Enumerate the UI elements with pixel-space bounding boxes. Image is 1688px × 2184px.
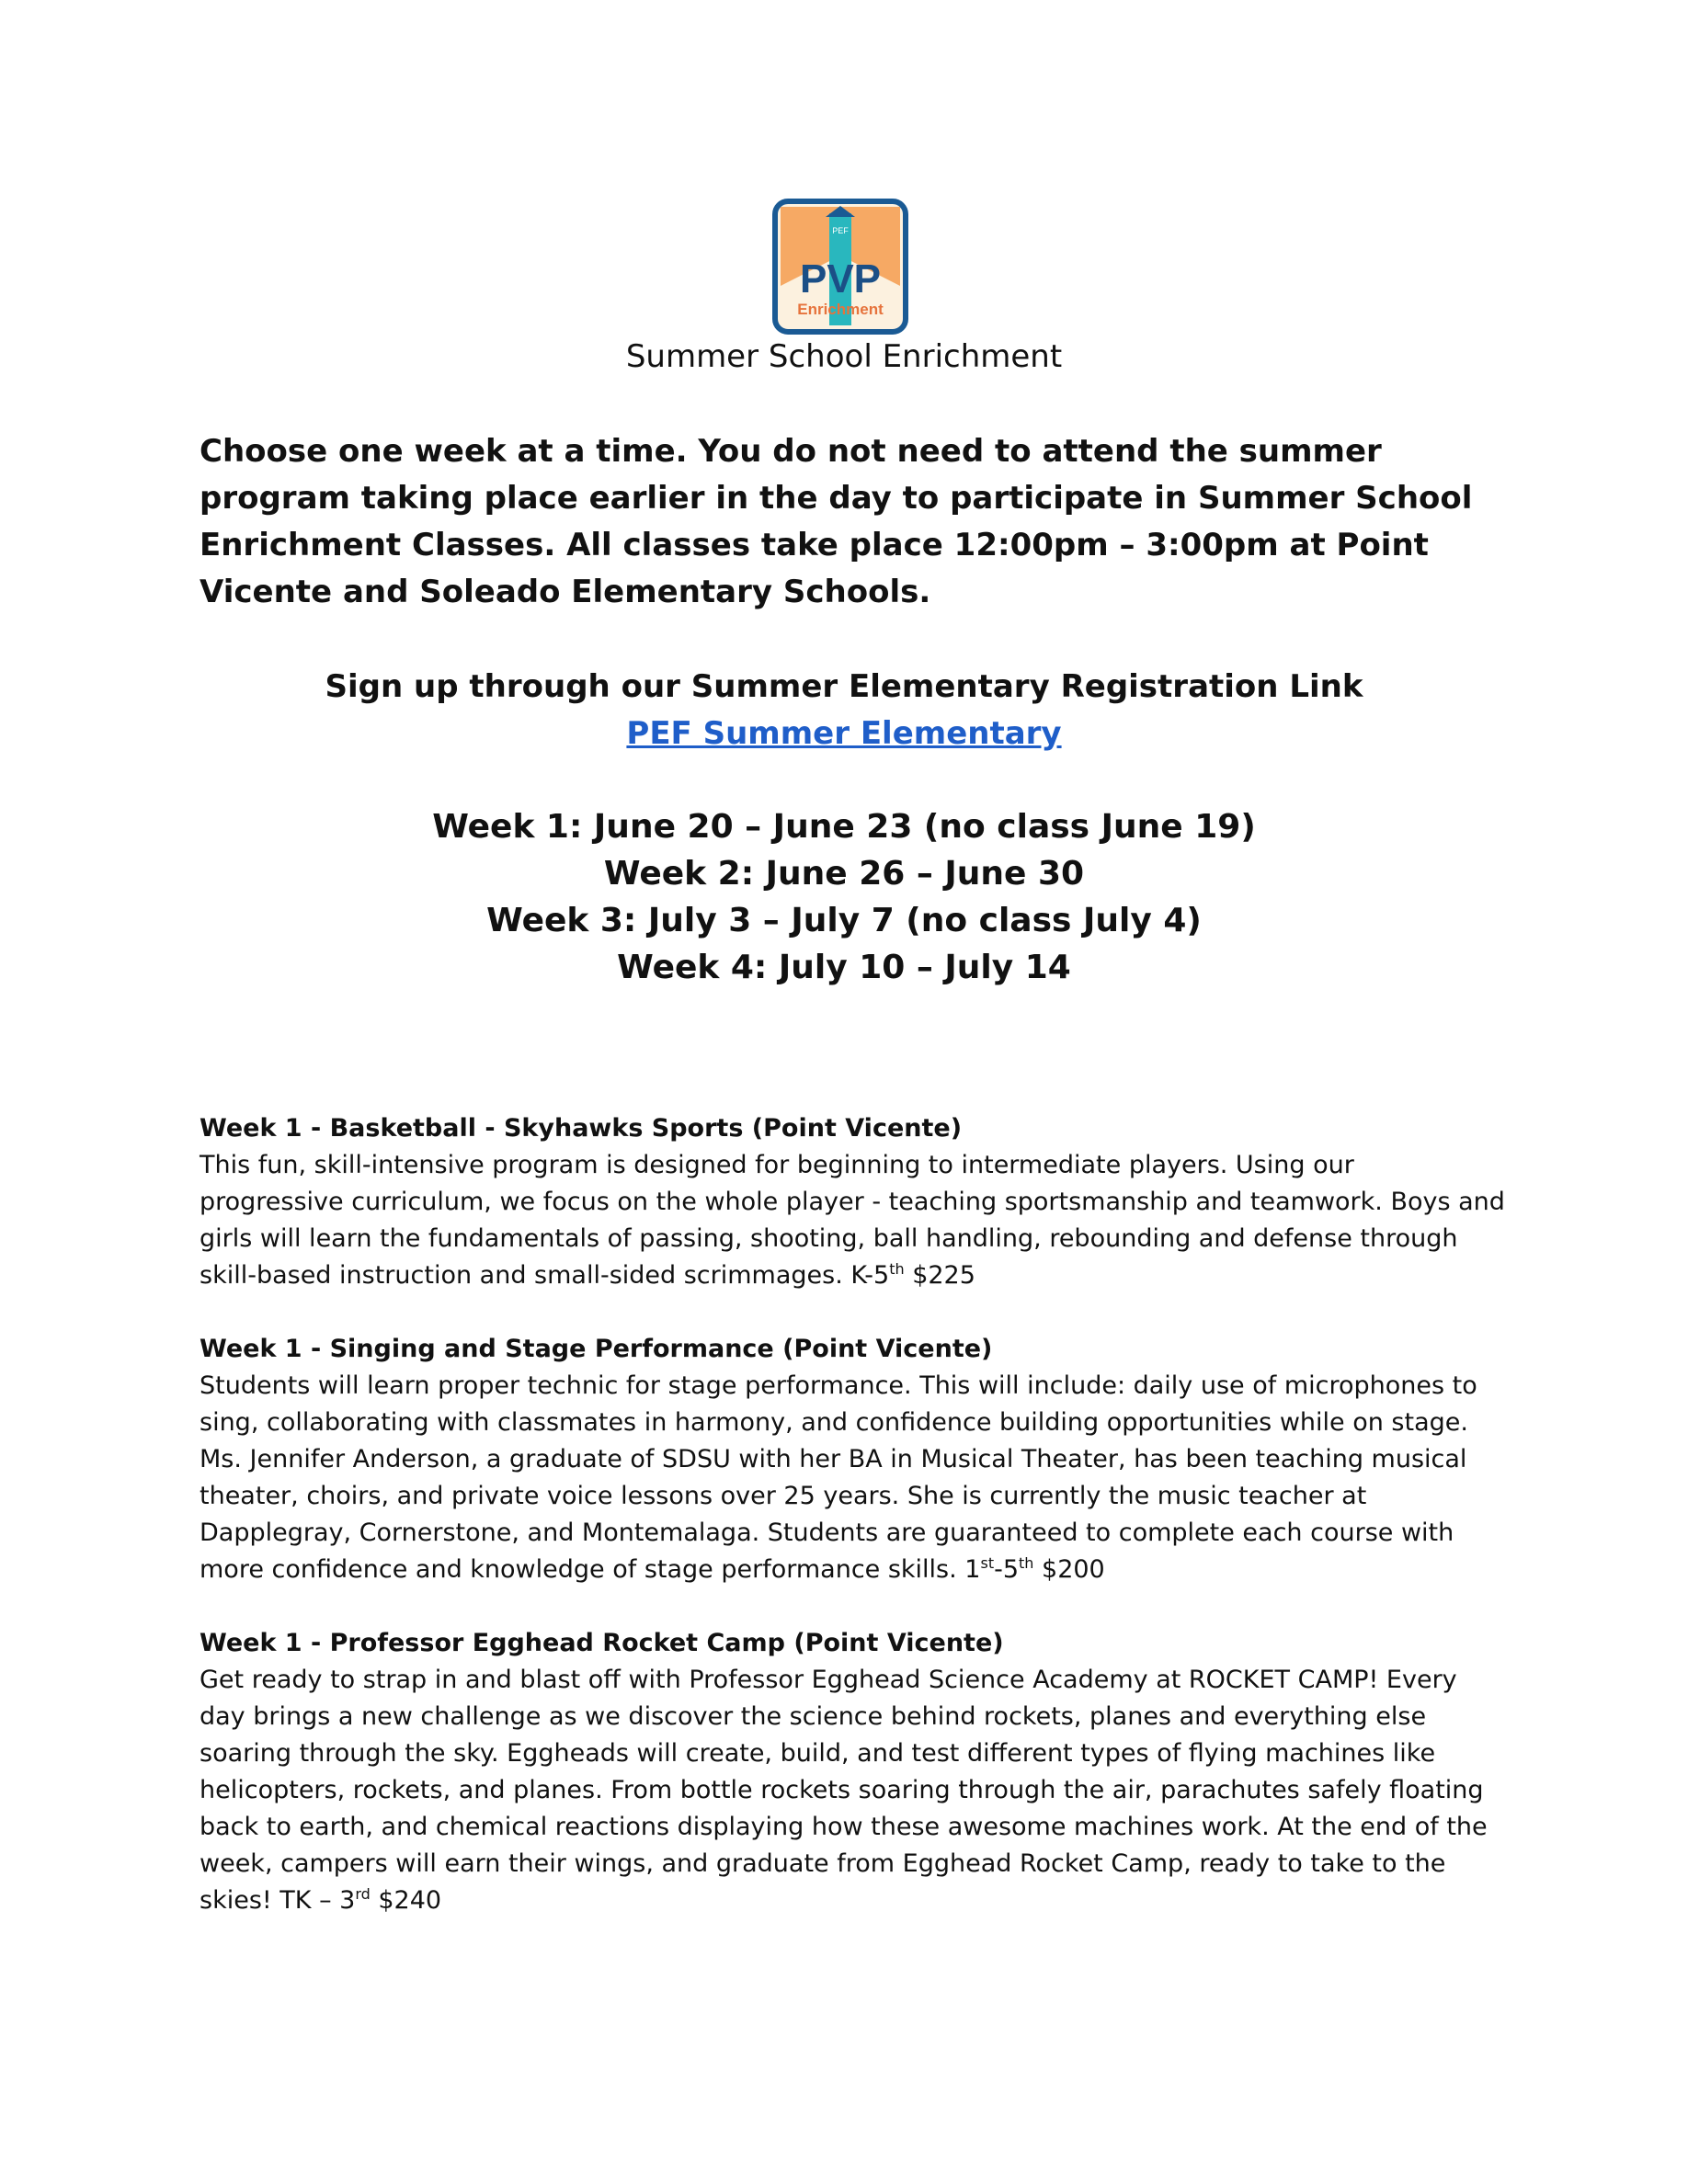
intro-paragraph: Choose one week at a time. You do not need to attend the summer program taking place earlier in the day to participate in Summer School Enrichment Classes. All classes take place 12:00pm – 3:00pm at Point Vicente and Soleado Elementary Schools. [200, 433, 1473, 610]
course-title: Week 1 - Professor Egghead Rocket Camp (Point Vicente) [200, 1629, 1004, 1657]
course-basketball [200, 1110, 1505, 1294]
course-price: $240 [370, 1886, 442, 1915]
course-description: Students will learn proper technic for stage performance. This will include: daily use of microphones to sing, collaborating with classmates in harmony, and confidence building opportunities while on stage. Ms. Jennifer Anderson, a graduate of SDSU with her BA in Musical Theater, has been teaching musical theater, choirs, and private voice lessons over 25 years. She is currently the music teacher at Dapplegray, Cornerstone, and Montemalaga. Students are guaranteed to complete each course with more confidence and knowledge of stage performance skills. 1st-5th $200 [200, 1371, 1477, 1584]
logo-enrichment-text: Enrichment [797, 301, 884, 318]
course-rocket-camp [200, 1625, 1505, 1919]
signup-section [0, 664, 1688, 757]
course-title: Week 1 - Singing and Stage Performance (Point Vicente) [200, 1335, 993, 1363]
course-description: Get ready to strap in and blast off with Professor Egghead Science Academy at ROCKET CAMP! Every day brings a new challenge as we discover the science behind rockets, planes and everything else soaring through the sky. Eggheads will create, build, and test different types of flying machines like helicopters, rockets, and planes. From bottle rockets soaring through the air, parachutes safely floating back to earth, and chemical reactions displaying how these awesome machines work. At the end of the week, campers will earn their wings, and graduate from Egghead Rocket Camp, ready to take to the skies! TK – 3rd $240 [200, 1666, 1488, 1915]
week-3-dates: Week 3: July 3 – July 7 (no class July 4) [486, 902, 1202, 939]
logo-pef-text: PEF [832, 226, 849, 235]
signup-text: Sign up through our Summer Elementary Registration Link [325, 668, 1363, 705]
registration-link[interactable]: PEF Summer Elementary [626, 715, 1062, 752]
course-price: $225 [904, 1261, 975, 1290]
course-singing [200, 1331, 1505, 1588]
week-schedule [0, 803, 1688, 991]
course-price: $200 [1033, 1555, 1105, 1584]
pvp-enrichment-logo [772, 199, 908, 335]
course-description: This fun, skill-intensive program is designed for beginning to intermediate players. Using our progressive curriculum, we focus on the whole player - teaching sportsmanship and teamwork. Boys and girls will learn the fundamentals of passing, shooting, ball handling, rebounding and defense through skill-based instruction and small-sided scrimmages. K-5th $225 [200, 1151, 1505, 1290]
week-2-dates: Week 2: June 26 – June 30 [603, 855, 1085, 893]
course-title: Week 1 - Basketball - Skyhawks Sports (Point Vicente) [200, 1114, 963, 1143]
logo-pvp-text: PVP [799, 256, 882, 301]
page-title: Summer School Enrichment [625, 338, 1063, 375]
week-4-dates: Week 4: July 10 – July 14 [617, 949, 1071, 986]
week-1-dates: Week 1: June 20 – June 23 (no class June 19) [432, 808, 1256, 846]
course-list [200, 1110, 1505, 1956]
